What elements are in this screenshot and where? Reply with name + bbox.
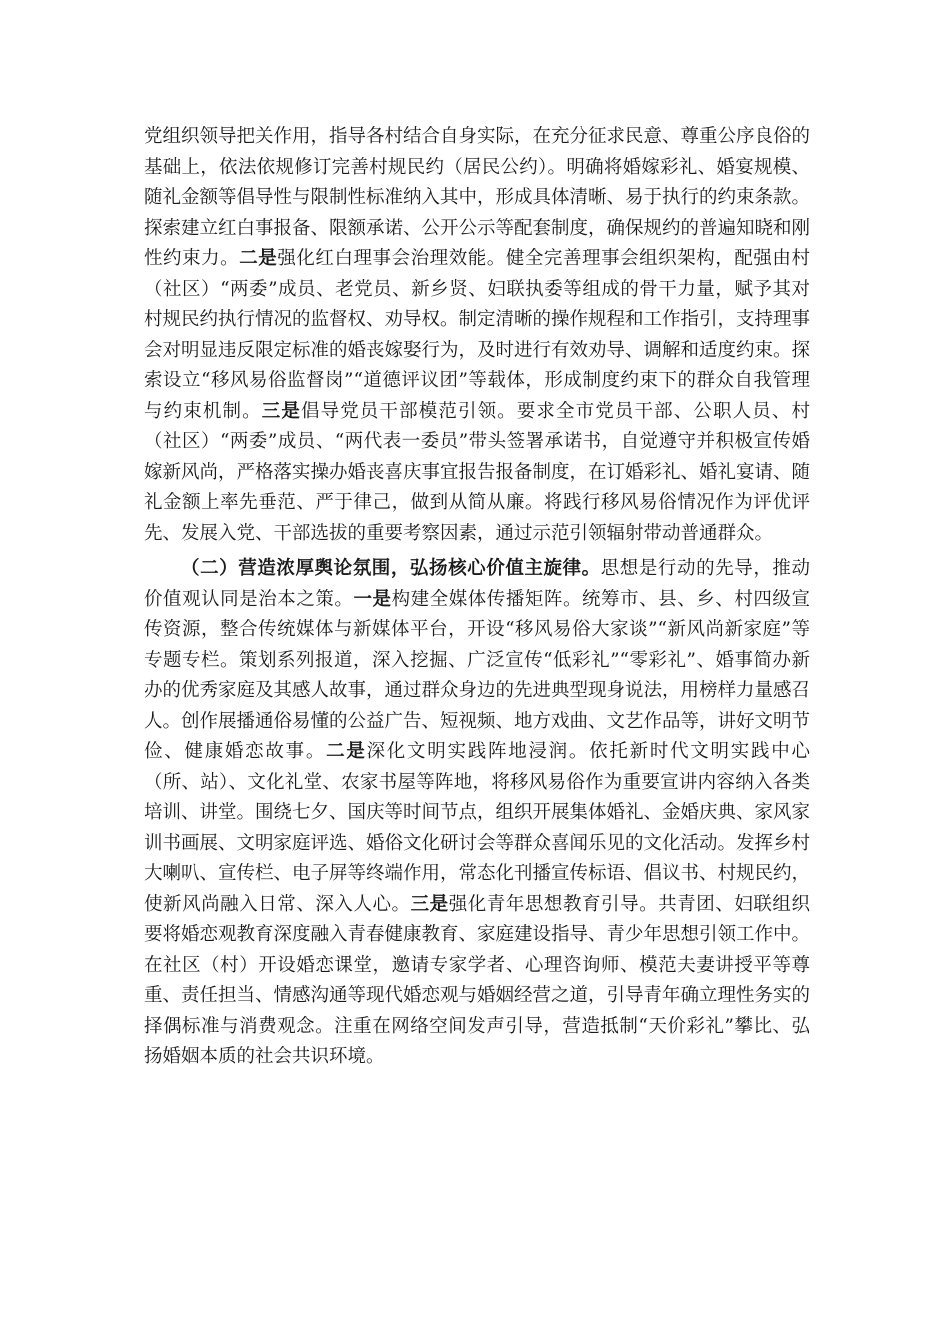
document-page [144, 122, 810, 1073]
paragraph-2 [144, 554, 810, 1073]
bold-lead-san-shi: 三是 [261, 400, 301, 422]
bold-lead-yi-shi: 一是 [353, 588, 392, 610]
paragraph-1-text: 倡导党员干部模范引领。要求全市党员干部、公职人员、村（社区）“两委”成员、“两代表一委员”带头签署承诺书，自觉遵守并积极宣传婚嫁新风尚，严格落实操办婚丧喜庆事宜报告报备制度，在订婚彩礼、婚礼宴请、随礼金额上率先垂范、严于律己，做到从简从廉。将践行移风易俗情况作为评优评先、发展入党、干部选拔的重要考察因素，通过示范引领辐射带动普通群众。 [144, 400, 811, 544]
paragraph-2-text: 思想是行动的先导，推动价值观认同是治本之策。 [144, 558, 810, 610]
bold-lead-er-shi: 二是 [239, 248, 278, 269]
paragraph-1 [144, 122, 810, 549]
paragraph-1-text: 强化红白理事会治理效能。健全完善理事会组织架构，配强由村（社区）“两委”成员、老党员、新乡贤、妇联执委等组成的骨干力量，赋予其对村规民约执行情况的监督权、劝导权。制定清晰的操作规程和工作指引，支持理事会对明显违反限定标准的婚丧嫁娶行为，及时进行有效劝导、调解和适度约束。探索设立“移风易俗监督岗”“道德评议团”等载体，形成制度约束下的群众自我管理与约束机制。 [144, 248, 811, 422]
paragraph-2-text: 强化青年思想教育引导。共青团、妇联组织要将婚恋观教育深度融入青春健康教育、家庭建设指导、青少年思想引领工作中。在社区（村）开设婚恋课堂，邀请专家学者、心理咨询师、模范夫妻讲授平等尊重、责任担当、情感沟通等现代婚恋观与婚姻经营之道，引导青年确立理性务实的择偶标准与消费观念。注重在网络空间发声引导，营造抵制“天价彩礼”攀比、弘扬婚姻本质的社会共识环境。 [144, 893, 811, 1067]
bold-lead-er-shi: 二是 [326, 741, 367, 762]
paragraph-1-text: 党组织领导把关作用，指导各村结合自身实际，在充分征求民意、尊重公序良俗的基础上，依法依规修订完善村规民约（居民公约）。明确将婚嫁彩礼、婚宴规模、随礼金额等倡导性与限制性标准纳入其中，形成具体清晰、易于执行的约束条款。探索建立红白事报备、限额承诺、公开公示等配套制度，确保规约的普遍知晓和刚性约束力。 [144, 126, 811, 269]
bold-lead-san-shi: 三是 [410, 893, 449, 915]
paragraph-2-text: 构建全媒体传播矩阵。统筹市、县、乡、村四级宣传资源，整合传统媒体与新媒体平台，开设“移风易俗大家谈”“新风尚新家庭”等专题专栏。策划系列报道，深入挖掘、广泛宣传“低彩礼”“零彩礼”、婚事简办新办的优秀家庭及其感人故事，通过群众身边的先进典型现身说法，用榜样力量感召人。创作展播通俗易懂的公益广告、短视频、地方戏曲、文艺作品等，讲好文明节俭、健康婚恋故事。 [144, 588, 811, 762]
paragraph-2-text: 深化文明实践阵地浸润。依托新时代文明实践中心（所、站）、文化礼堂、农家书屋等阵地，将移风易俗作为重要宣讲内容纳入各类培训、讲堂。围绕七夕、国庆等时间节点，组织开展集体婚礼、金婚庆典、家风家训书画展、文明家庭评选、婚俗文化研讨会等群众喜闻乐见的文化活动。发挥乡村大喇叭、宣传栏、电子屏等终端作用，常态化刊播宣传标语、倡议书、村规民约，使新风尚融入日常、深入人心。 [144, 741, 811, 915]
section-heading: （二）营造浓厚舆论氛围，弘扬核心价值主旋律。 [181, 558, 601, 579]
